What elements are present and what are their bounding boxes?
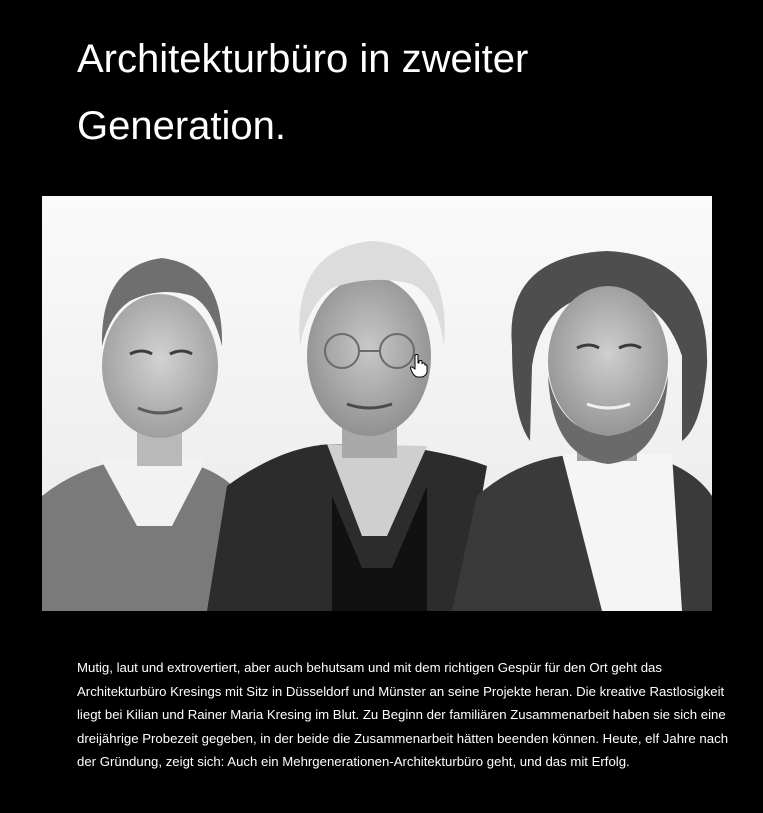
intro-paragraph: Mutig, laut und extrovertiert, aber auch behutsam und mit dem richtigen Gespür für den Ort geht das Architekturbüro Kresings mit Sitz in Düsseldorf und Münster an seine Projekte heran. Die kreative Rastlosigkeit liegt bei Kilian und Rainer Maria Kresing im Blut. Zu Beginn der familiären Zusammenarbeit haben sie sich eine dreijährige Probezeit gegeben, in der beide die Zusammenarbeit hätten beenden können. Heute, elf Jahre nach der Gründung, zeigt sich: Auch ein Mehrgenerationen-Architekturbüro geht, und das mit Erfolg. — [77, 660, 729, 770]
team-photo — [42, 196, 712, 611]
hand-pointer-icon — [410, 354, 428, 378]
page-title: Architekturbüro in zweiter Generation. — [77, 37, 529, 148]
